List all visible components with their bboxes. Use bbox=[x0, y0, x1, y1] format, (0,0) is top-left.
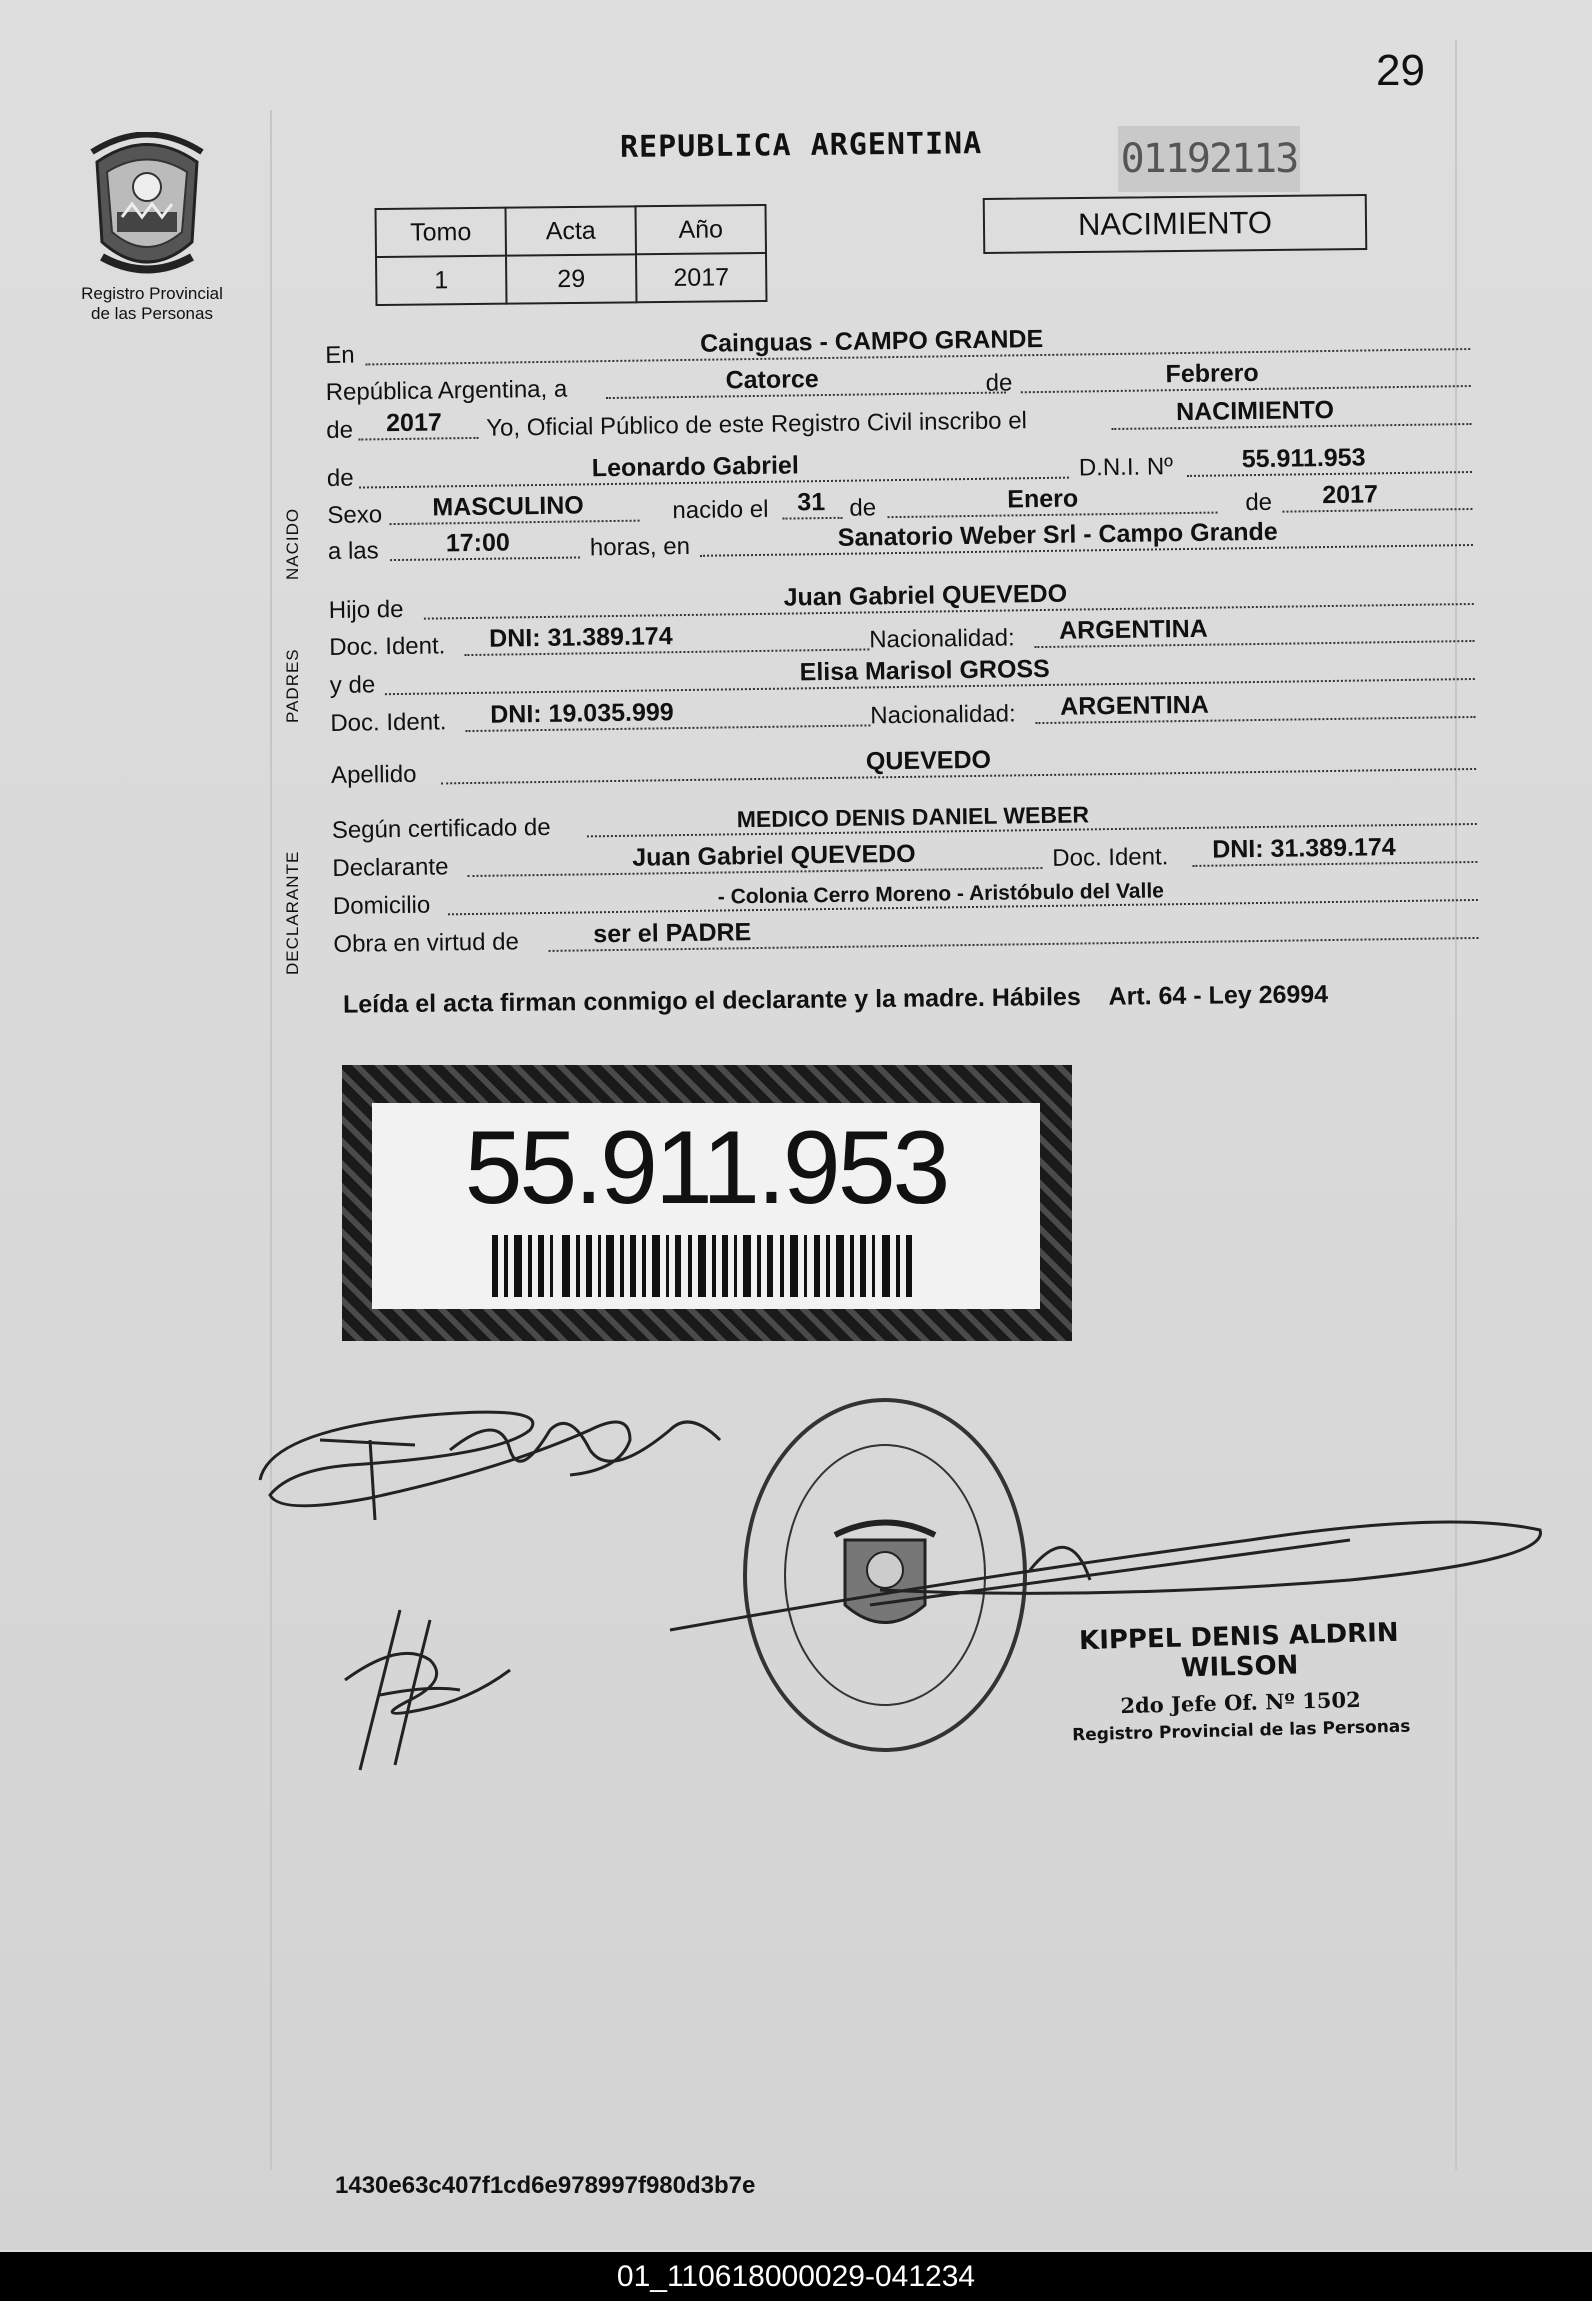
closing-statement bbox=[343, 976, 1423, 1021]
closing-text: Leída el acta firman conmigo el declarante y la madre. Hábiles bbox=[342, 982, 1081, 1019]
record-type-box: NACIMIENTO bbox=[983, 194, 1368, 254]
value-hora: 17:00 bbox=[445, 528, 510, 558]
official-name: KIPPEL DENIS ALDRIN WILSON bbox=[1078, 1617, 1399, 1684]
book-header-tomo: Tomo bbox=[376, 208, 506, 257]
birth-record-form bbox=[325, 324, 1445, 958]
value-madre-doc: DNI: 19.035.999 bbox=[490, 698, 674, 729]
registry-caption-line1: Registro Provincial bbox=[81, 284, 223, 303]
barcode-icon bbox=[492, 1235, 920, 1297]
side-label-nacido: NACIDO bbox=[283, 507, 302, 580]
value-madre: Elisa Marisol GROSS bbox=[799, 654, 1050, 687]
value-certificado: MEDICO DENIS DANIEL WEBER bbox=[736, 801, 1090, 833]
book-value-acta: 29 bbox=[506, 254, 636, 303]
label-de-anio: de bbox=[326, 416, 354, 444]
closing-law: Art. 64 - Ley 26994 bbox=[1108, 980, 1329, 1011]
label-de-anio2: de bbox=[1245, 488, 1273, 517]
label-nacionalidad: Nacionalidad: bbox=[869, 624, 1015, 654]
serial-number: 01192113 bbox=[1118, 126, 1300, 192]
value-madre-nac: ARGENTINA bbox=[1059, 690, 1209, 721]
row-madre bbox=[330, 654, 1450, 700]
label-obra-en-virtud: Obra en virtud de bbox=[333, 928, 520, 958]
value-virtud: ser el PADRE bbox=[593, 918, 752, 949]
label-en: En bbox=[325, 341, 355, 369]
label-hijo-de: Hijo de bbox=[328, 595, 404, 624]
value-padre: Juan Gabriel QUEVEDO bbox=[783, 579, 1068, 612]
row-madre-doc bbox=[330, 692, 1450, 738]
label-nacionalidad-madre: Nacionalidad: bbox=[870, 700, 1016, 730]
side-label-padres: PADRES bbox=[283, 648, 302, 723]
row-virtud bbox=[333, 913, 1453, 959]
label-domicilio: Domicilio bbox=[332, 891, 431, 920]
value-nac-dia: 31 bbox=[797, 488, 826, 517]
left-margin-line bbox=[270, 110, 272, 2170]
label-horas-en: horas, en bbox=[589, 532, 691, 562]
document-hash: 1430e63c407f1cd6e978997f980d3b7e bbox=[335, 2172, 756, 2199]
value-nombre: Leonardo Gabriel bbox=[591, 451, 799, 483]
value-dia-texto: Catorce bbox=[725, 365, 819, 395]
label-de-nombre: de bbox=[326, 464, 354, 492]
row-domicilio bbox=[333, 875, 1453, 921]
document-title: REPUBLICA ARGENTINA bbox=[619, 126, 983, 165]
book-header-acta: Acta bbox=[506, 206, 636, 255]
label-decl-doc-ident: Doc. Ident. bbox=[1052, 843, 1169, 872]
label-republica: República Argentina, a bbox=[325, 375, 568, 406]
label-de-mes: de bbox=[985, 369, 1013, 397]
dni-sticker-number: 55.911.953 bbox=[464, 1110, 948, 1226]
book-header-anio: Año bbox=[635, 205, 765, 254]
label-nacido-el: nacido el bbox=[672, 495, 769, 525]
dni-sticker bbox=[342, 1065, 1072, 1341]
book-reference-table bbox=[374, 204, 767, 306]
value-apellido: QUEVEDO bbox=[865, 745, 992, 776]
row-apellido bbox=[331, 744, 1451, 790]
label-de-dia: de bbox=[849, 494, 877, 522]
label-sexo: Sexo bbox=[327, 501, 383, 529]
label-segun-certificado: Según certificado de bbox=[331, 813, 551, 844]
value-lugar: Cainguas - CAMPO GRANDE bbox=[699, 324, 1044, 358]
value-padre-nac: ARGENTINA bbox=[1058, 614, 1208, 645]
label-yo-oficial: Yo, Oficial Público de este Registro Civil inscribo el bbox=[486, 407, 1028, 442]
value-sexo: MASCULINO bbox=[432, 491, 584, 522]
value-lugar-nac: Sanatorio Weber Srl - Campo Grande bbox=[837, 517, 1278, 552]
row-padre-doc bbox=[329, 616, 1449, 662]
side-label-declarante: DECLARANTE bbox=[283, 850, 302, 975]
value-acto: NACIMIENTO bbox=[1175, 395, 1335, 427]
label-doc-ident-madre: Doc. Ident. bbox=[330, 708, 447, 737]
value-padre-doc: DNI: 31.389.174 bbox=[488, 622, 673, 653]
row-declarante bbox=[332, 833, 1452, 883]
row-anio-acto bbox=[326, 395, 1446, 445]
label-dni: D.N.I. Nº bbox=[1078, 453, 1174, 482]
registry-caption-line2: de las Personas bbox=[91, 304, 213, 323]
official-role: 2do Jefe Of. Nº 1502 bbox=[1120, 1686, 1361, 1719]
label-declarante: Declarante bbox=[332, 853, 449, 882]
value-domicilio: - Colonia Cerro Moreno - Aristóbulo del Valle bbox=[717, 879, 1165, 909]
label-y-de: y de bbox=[329, 671, 376, 699]
official-stamp bbox=[1039, 1617, 1442, 1746]
value-declarante-doc: DNI: 31.389.174 bbox=[1212, 833, 1396, 864]
label-apellido: Apellido bbox=[330, 760, 417, 789]
official-office: Registro Provincial de las Personas bbox=[1071, 1716, 1411, 1746]
mother-signature bbox=[340, 1600, 520, 1780]
dni-sticker-label bbox=[372, 1103, 1040, 1309]
right-margin-line bbox=[1455, 40, 1457, 2170]
book-value-tomo: 1 bbox=[376, 256, 506, 305]
value-dni: 55.911.953 bbox=[1241, 443, 1366, 474]
value-nac-mes: Enero bbox=[1007, 484, 1079, 514]
value-anio: 2017 bbox=[385, 408, 442, 438]
label-doc-ident: Doc. Ident. bbox=[329, 632, 446, 661]
book-value-anio: 2017 bbox=[636, 253, 766, 302]
label-a-las: a las bbox=[327, 537, 379, 565]
value-declarante: Juan Gabriel QUEVEDO bbox=[632, 839, 916, 872]
value-mes: Febrero bbox=[1165, 358, 1259, 389]
page-number: 29 bbox=[1376, 46, 1425, 95]
registry-caption bbox=[62, 284, 242, 324]
registry-coat-of-arms-icon bbox=[82, 132, 212, 282]
footer-code: 01_110618000029-041234 bbox=[0, 2252, 1592, 2301]
value-nac-anio: 2017 bbox=[1322, 480, 1379, 510]
